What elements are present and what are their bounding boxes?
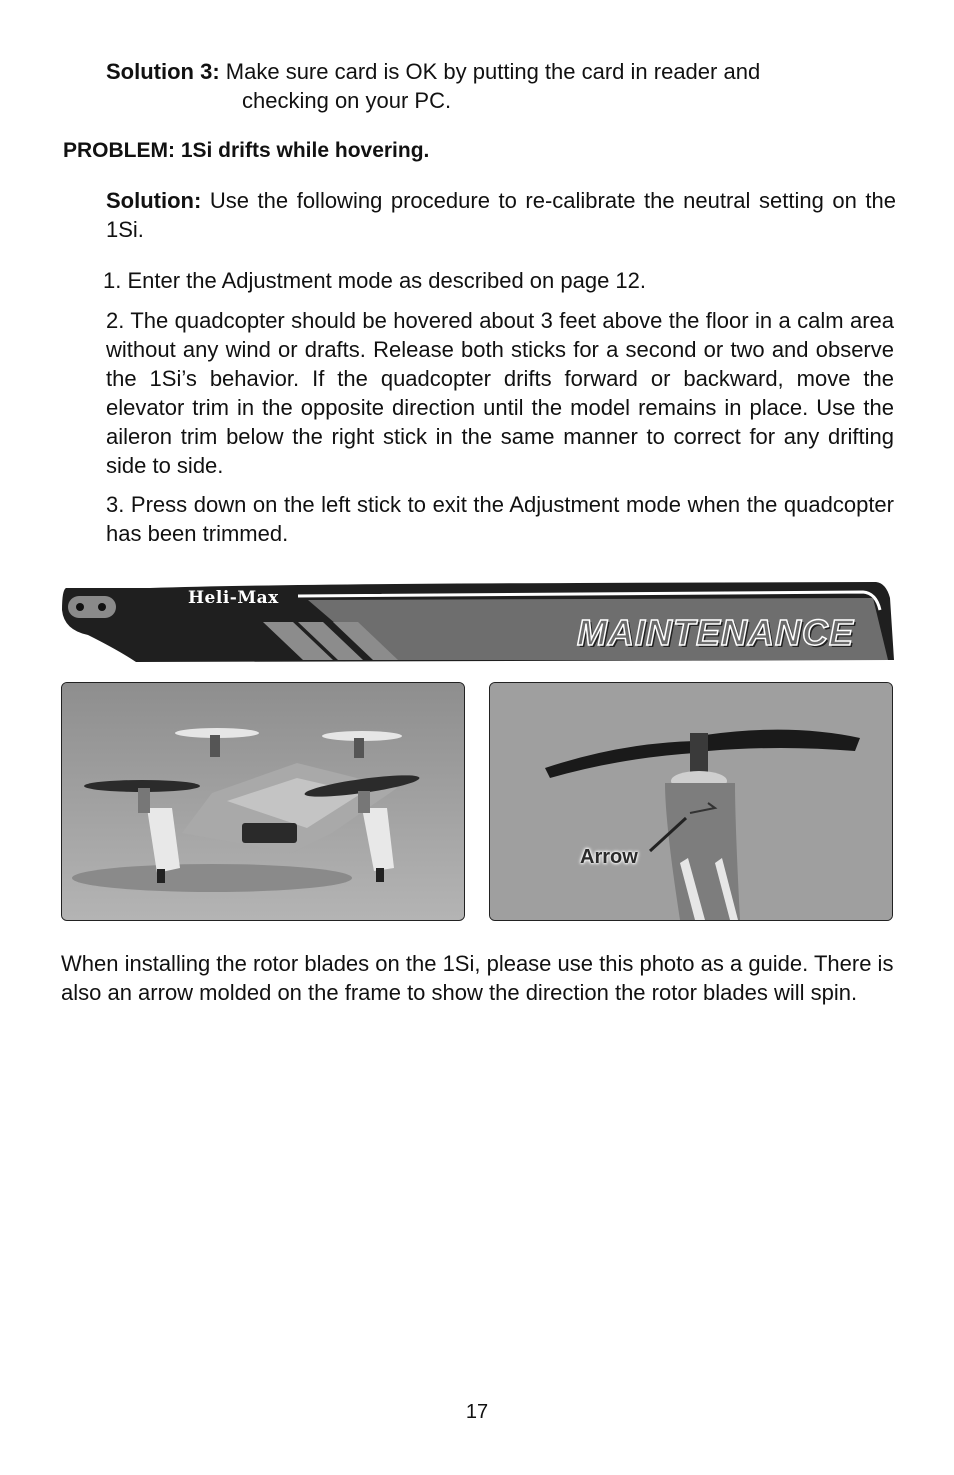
solution3-label: Solution 3: [106, 59, 220, 84]
heli-max-logo: Heli-Max [188, 588, 279, 608]
solution3-text: Make sure card is OK by putting the card in reader and [225, 59, 761, 84]
propeller-photo [489, 682, 893, 921]
quadcopter-illustration [62, 683, 464, 920]
step-2: 2. The quadcopter should be hovered about 3 feet above the floor in a calm area without any wind or drafts. Release both sticks for a second or two and observe the 1Si’s behavior. If the quadcopter drifts forward or backward, move the elevator trim in the opposite direction until the model remains in place. Use the aileron trim below the right stick in the same manner to correct for any drifting side to side. [106, 308, 894, 478]
problem-heading: PROBLEM: 1Si drifts while hovering. [63, 139, 430, 162]
solution3-text-continued: checking on your PC. [242, 88, 452, 113]
section-title: MAINTENANCE [577, 612, 854, 653]
quadcopter-photo [61, 682, 465, 921]
maintenance-banner [58, 580, 894, 664]
solution-paragraph [106, 186, 896, 244]
step-1: 1. Enter the Adjustment mode as described on page 12. [103, 268, 647, 293]
solution3-paragraph [106, 57, 906, 86]
propeller-illustration [490, 683, 892, 920]
step-3: 3. Press down on the left stick to exit the Adjustment mode when the quadcopter has been trimmed. [106, 492, 894, 546]
solution-text: Use the following procedure to re-calibrate the neutral setting on the 1Si. [106, 188, 896, 242]
solution-label: Solution: [106, 188, 202, 213]
photo-caption: When installing the rotor blades on the 1Si, please use this photo as a guide. There is also an arrow molded on the frame to show the direction the rotor blades will spin. [61, 951, 894, 1005]
arrow-label: Arrow [580, 846, 638, 868]
page-number: 17 [465, 1401, 489, 1423]
